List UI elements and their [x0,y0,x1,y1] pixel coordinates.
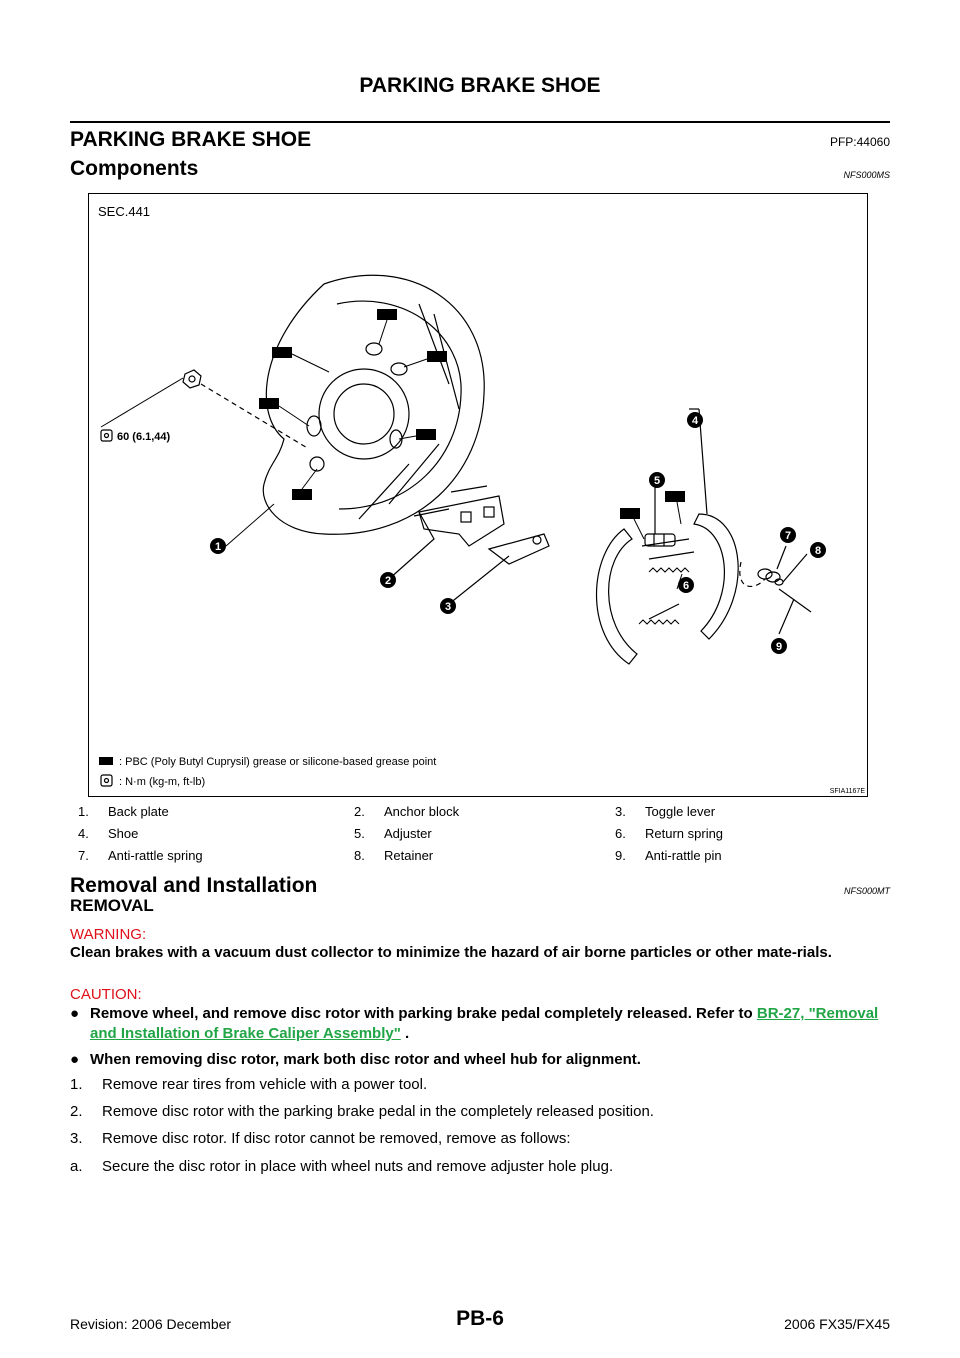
bullet-icon: ● [70,1005,80,1022]
header-rule [70,121,890,123]
components-title: Components [70,157,199,180]
return-spring-drawing [639,568,689,624]
section-code: PFP:44060 [829,135,890,149]
footer-revision: Revision: 2006 December [70,1316,232,1332]
torque-wrench-icon [101,430,112,441]
legend-row: 1. Back plate 2. Anchor block 3. Toggle lever [78,804,716,819]
legend-grease-text: : PBC (Poly Butyl Cuprysil) grease or silicone-based grease point [119,756,437,768]
legend-row: 4. Shoe 5. Adjuster 6. Return spring [78,826,724,841]
svg-text:1: 1 [214,541,222,553]
exploded-diagram [89,194,869,798]
svg-text:9: 9 [775,641,783,653]
anchor-block-drawing [389,486,504,579]
callout-5 [649,472,665,488]
sec-label: SEC.441 [98,204,151,219]
legend-row: 7. Anti-rattle spring 8. Retainer 9. Anti-rattle pin [78,848,722,863]
callout-8 [810,542,826,558]
section-title: PARKING BRAKE SHOE [70,128,312,151]
toggle-lever-drawing [449,534,549,604]
bullet-icon: ● [70,1051,80,1068]
caution-label: CAUTION: [70,986,142,1003]
shoe-drawing [597,409,739,664]
grease-point-icon [259,309,685,519]
warning-text: Clean brakes with a vacuum dust collector to minimize the hazard of air borne particles or other mate-rials. [70,944,832,961]
footer-model: 2006 FX35/FX45 [784,1316,890,1332]
removal-code: NFS000MT [843,886,890,896]
br-27-link[interactable]: BR-27, "Removal and Installation of Brake Caliper Assembly" [90,1005,879,1042]
svg-text:3: 3 [444,601,452,613]
grease-point-icon [99,757,113,765]
svg-text:6: 6 [682,580,690,592]
torque-value-label: 60 (6.1,44) [117,431,171,443]
removal-installation-title: Removal and Installation [70,874,318,897]
nut-drawing [183,370,309,449]
removal-subtitle: REMOVAL [70,896,154,915]
callout-4 [687,412,703,428]
callout-9 [771,638,787,654]
warning-label: WARNING: [70,926,147,943]
svg-text:2: 2 [384,575,392,587]
legend-torque-text: : N·m (kg-m, ft-lb) [119,776,206,788]
page-header-title: PARKING BRAKE SHOE [359,74,601,97]
anti-rattle-parts-drawing [740,546,811,634]
footer-page-number: PB-6 [456,1307,504,1330]
components-code: NFS000MS [843,170,890,180]
figure-id: SFIA1167E [829,788,865,795]
callout-6 [678,577,694,593]
callout-3 [440,598,456,614]
callout-2 [380,572,396,588]
svg-text:4: 4 [691,415,699,427]
svg-text:8: 8 [814,545,822,557]
torque-wrench-icon [101,775,112,786]
callout-1 [210,504,274,554]
svg-text:7: 7 [784,530,792,542]
svg-text:5: 5 [653,475,661,487]
components-figure [88,193,868,797]
callout-7 [780,527,796,543]
